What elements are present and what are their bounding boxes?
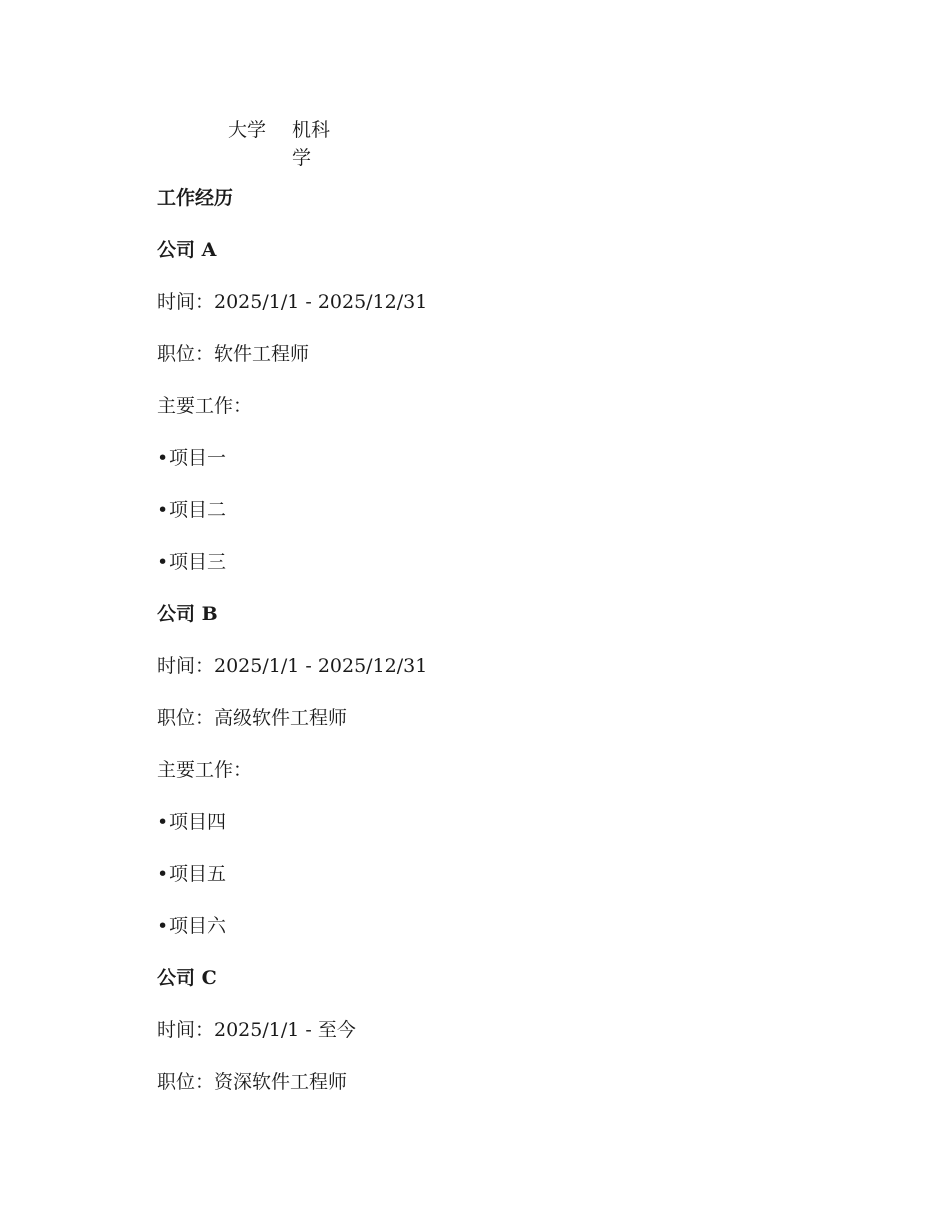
section-title: 工作经历 bbox=[157, 187, 234, 209]
list-item bbox=[157, 807, 817, 859]
list-item-text: 项目一 bbox=[169, 447, 227, 469]
bullet-icon: • bbox=[157, 863, 169, 885]
major-cell: 机科学 bbox=[292, 119, 331, 169]
work-label: 主要工作： bbox=[157, 395, 253, 417]
bullet-icon: • bbox=[157, 811, 169, 833]
school-cell: 大学 bbox=[228, 119, 267, 141]
list-item bbox=[157, 911, 817, 963]
bullet-icon: • bbox=[157, 551, 169, 573]
company-position: 职位：软件工程师 bbox=[157, 343, 310, 365]
company-time: 时间：2025/1/1 - 2025/12/31 bbox=[157, 291, 428, 313]
list-item-text: 项目五 bbox=[169, 863, 227, 885]
list-item bbox=[157, 495, 817, 547]
list-item bbox=[157, 547, 817, 599]
bullet-icon: • bbox=[157, 447, 169, 469]
bullet-icon: • bbox=[157, 499, 169, 521]
work-label: 主要工作： bbox=[157, 759, 253, 781]
list-item bbox=[157, 443, 817, 495]
company-time: 时间：2025/1/1 - 2025/12/31 bbox=[157, 655, 428, 677]
company-name: 公司 A bbox=[157, 239, 217, 261]
work-experience-section bbox=[157, 183, 817, 1119]
bullet-icon: • bbox=[157, 915, 169, 937]
company-name: 公司 C bbox=[157, 967, 217, 989]
company-position: 职位：资深软件工程师 bbox=[157, 1071, 348, 1093]
list-item-text: 项目六 bbox=[169, 915, 227, 937]
list-item-text: 项目四 bbox=[169, 811, 227, 833]
list-item bbox=[157, 859, 817, 911]
list-item-text: 项目三 bbox=[169, 551, 227, 573]
company-position: 职位：高级软件工程师 bbox=[157, 707, 348, 729]
company-name: 公司 B bbox=[157, 603, 218, 625]
list-item-text: 项目二 bbox=[169, 499, 227, 521]
education-table-fragment bbox=[228, 116, 336, 172]
company-time: 时间：2025/1/1 - 至今 bbox=[157, 1019, 356, 1041]
